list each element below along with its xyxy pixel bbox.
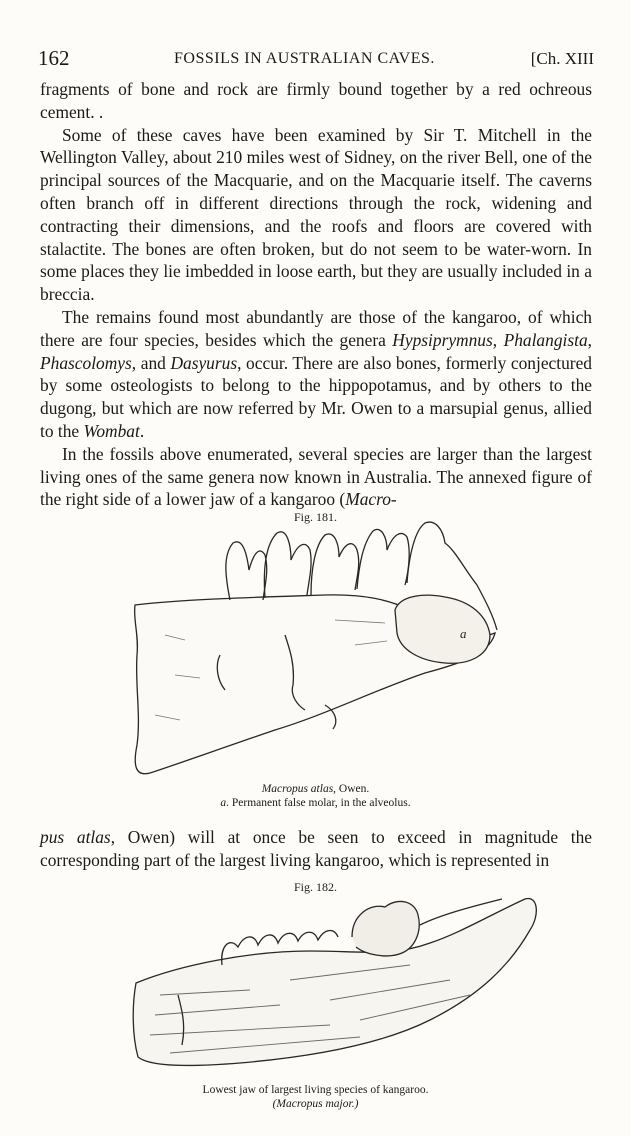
text-block-top bbox=[40, 78, 592, 511]
paragraph-mitchell: Some of these caves have been examined by Sir T. Mitchell in the Wellington Valley, about 210 miles west of Sidney, on the river Bell, one of the principal sources of the Macquarie, and on the Macquarie itself. The caverns often branch off in different directions through the rock, widening and contracting their dimensions, and the roofs and floors are covered with stalactite. The bones are often broken, but do not seem to be water-worn. In some places they lie imbedded in loose earth, but they are usually included in a breccia. bbox=[40, 124, 592, 305]
running-header bbox=[38, 46, 594, 72]
paragraph-continued-2: pus atlas, Owen) will at once be seen to exceed in magnitude the corresponding part of the largest living kangaroo, which is represented in bbox=[40, 827, 593, 870]
chapter-marker: [Ch. XIII bbox=[530, 49, 594, 68]
running-title: FOSSILS IN AUSTRALIAN CAVES. bbox=[174, 50, 435, 67]
figure-131-label: Fig. 181. bbox=[293, 510, 337, 524]
figure-131-jaw-illustration bbox=[125, 515, 515, 780]
jaw-body-outline-132 bbox=[133, 898, 536, 1065]
tooth-1 bbox=[226, 542, 267, 600]
figure-132-jaw-illustration bbox=[130, 885, 540, 1075]
page-number: 162 bbox=[38, 46, 70, 70]
tooth-3 bbox=[311, 534, 359, 595]
figure-131-mark-a: a bbox=[460, 626, 467, 641]
paragraph-continued: fragments of bone and rock are firmly bound together by a red ochreous cement. . bbox=[40, 79, 592, 122]
figure-132-caption: Lowest jaw of largest living species of kangaroo. (Macropus major.) bbox=[202, 1084, 429, 1110]
tooth-2 bbox=[264, 532, 311, 598]
paragraph-remains: The remains found most abundantly are those of the kangaroo, of which there are four species, besides which the genera Hypsiprymnus, Phalangista, Phascolomys, and Dasyurus, occur. There are also bones, formerly conjectured by some osteologists to belong to the hippopotamus, and by others to the dugong, but which are now referred by Mr. Owen to a marsupial genus, allied to the Wombat. bbox=[40, 306, 592, 441]
tooth-4 bbox=[357, 529, 409, 589]
paragraph-fossils: In the fossils above enumerated, several species are larger than the largest living ones of the same genera now known in Australia. The annexed figure of the right side of a lower jaw of a kangaroo (Macro- bbox=[40, 443, 592, 510]
molar-cluster-132 bbox=[352, 901, 419, 955]
figure-132-label: Fig. 182. bbox=[293, 880, 337, 894]
figure-131-caption: Macropus atlas, Owen. a. Permanent false molar, in the alveolus. bbox=[220, 783, 411, 809]
text-block-middle bbox=[40, 826, 592, 872]
